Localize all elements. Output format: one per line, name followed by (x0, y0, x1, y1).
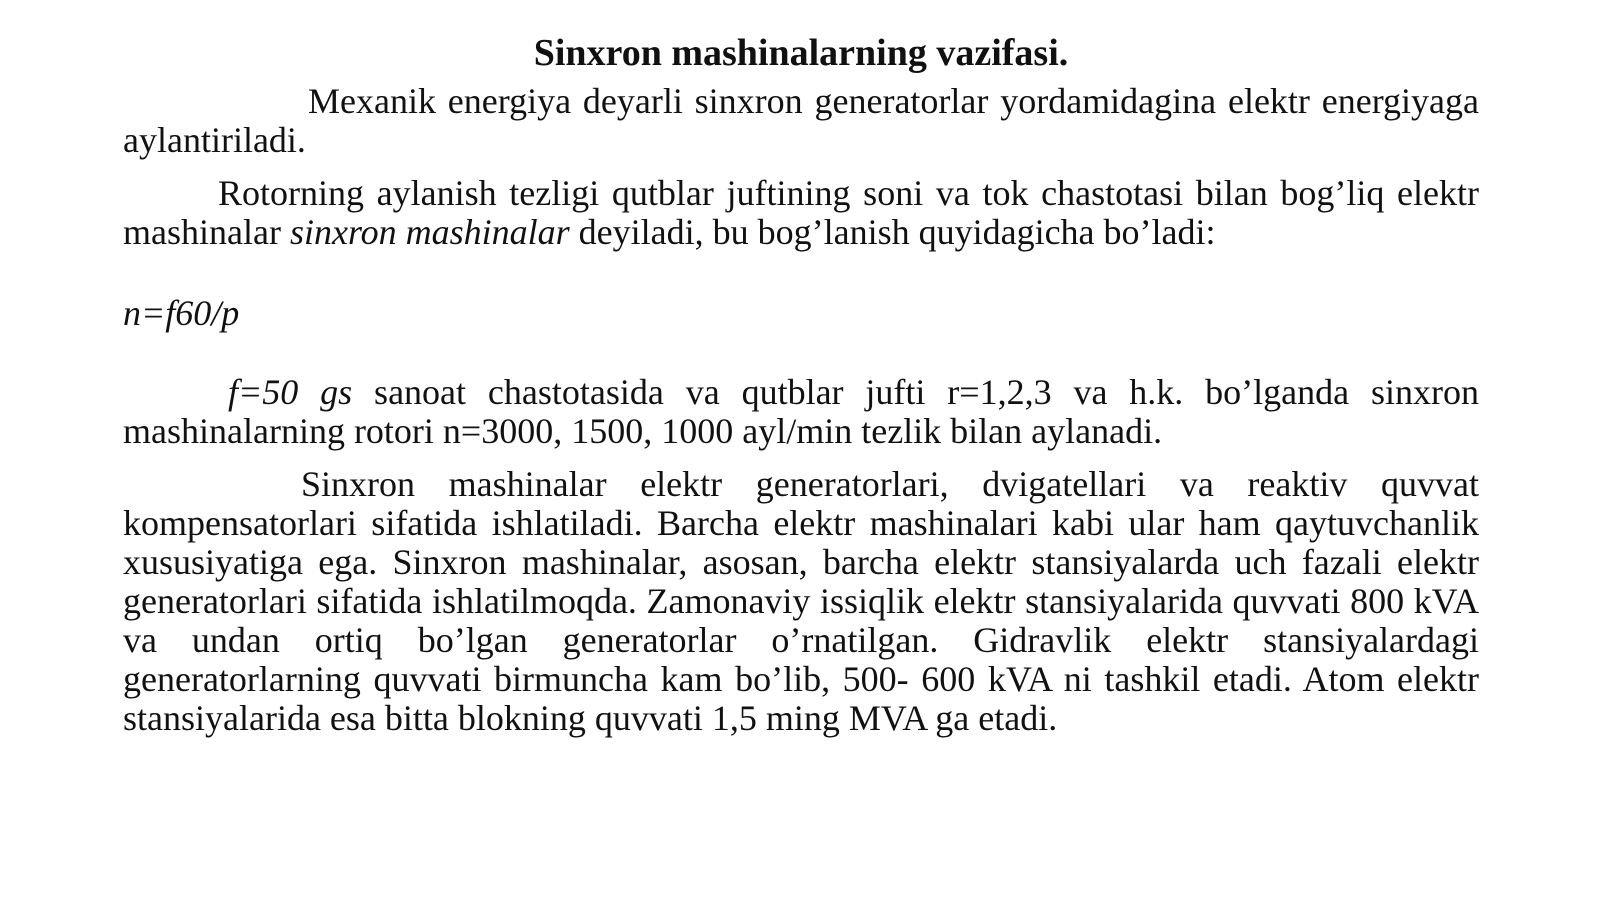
paragraph-definition-text-before: Rotorning aylanish tezligi qutblar juftining soni va tok chastotasi bilan bog’liq elektr mashinalar (123, 173, 1479, 252)
formula: n=f60/p (123, 293, 240, 333)
paragraph-definition-text-after: deyiladi, bu bog’lanish quyidagicha bo’ladi: (569, 212, 1216, 252)
paragraph-frequency (123, 373, 1479, 451)
document-page (123, 28, 1479, 738)
paragraph-definition (123, 174, 1479, 252)
paragraph-applications: Sinxron mashinalar elektr generatorlari, dvigatellari va reaktiv quvvat kompensatorlari sifatida ishlatiladi. Barcha elektr mashinalari kabi ular ham qaytuvchanlik xususiyatiga ega. Sinxron mashinalar, asosan, barcha elektr stansiyalarda uch fazali elektr generatorlari sifatida ishlatilmoqda. Zamonaviy issiqlik elektr stansiyalarida quvvati 800 kVA va undan ortiq bo’lgan generatorlar o’rnatilgan. Gidravlik elektr stansiyalardagi generatorlarning quvvati birmuncha kam bo’lib, 500- 600 kVA ni tashkil etadi. Atom elektr stansiyalarida esa bitta blokning quvvati 1,5 ming MVA ga etadi. (123, 464, 1479, 738)
term-sinxron-mashinalar: sinxron mashinalar (289, 212, 570, 252)
paragraph-frequency-text: sanoat chastotasida va qutblar jufti r=1,2,3 va h.k. bo’lganda sinxron mashinalarning rotori n=3000, 1500, 1000 ayl/min tezlik bilan aylanadi. (123, 372, 1479, 451)
paragraph-intro: Mexanik energiya deyarli sinxron generatorlar yordamidagina elektr energiyaga aylantiriladi. (123, 81, 1479, 160)
document-title: Sinxron mashinalarning vazifasi. (533, 32, 1069, 74)
frequency-value: f=50 gs (228, 372, 353, 412)
